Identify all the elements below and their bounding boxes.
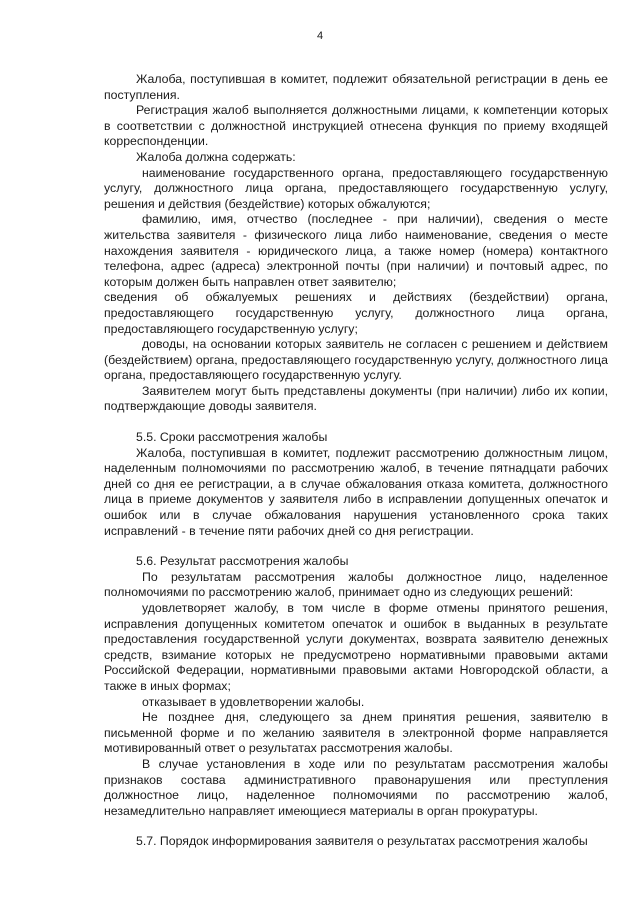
paragraph-satisfy-complaint: удовлетворяет жалобу, в том числе в форме отмены принятого решения, исправления допущенных комитетом опечаток и ошибок в выданных в результате предоставления государственной услуги документах, возврата заявителю денежных средств, взимание которых не предусмотрено нормативными правовыми актами Российской Федерации, нормативными правовыми актами Новгородской области, а также в иных формах; xyxy=(104,601,608,693)
paragraph-item-applicant-details: фамилию, имя, отчество (последнее - при наличии), сведения о месте жительства заявителя - физического лица либо наименование, сведения о месте нахождения заявителя - юридического лица, а также номер (номера) контактного телефона, адрес (адреса) электронной почты (при наличии) и почтовый адрес, по которым должен быть направлен ответ заявителю; xyxy=(104,212,608,289)
paragraph-item-organ-name: наименование государственного органа, предоставляющего государственную услугу, должностного лица органа, предоставляющего государственную услугу, решения и действия (бездействие) которых обжалуются; xyxy=(104,165,608,211)
paragraph-prosecutor-referral: В случае установления в ходе или по результатам рассмотрения жалобы признаков состава административного правонарушения или преступления должностное лицо, наделенное полномочиями по рассмотрению жалоб, незамедлительно направляет имеющиеся материалы в орган прокуратуры. xyxy=(104,756,608,818)
paragraph-registration-requirement: Жалоба, поступившая в комитет, подлежит обязательной регистрации в день ее поступления. xyxy=(104,72,608,102)
paragraph-complaint-contents-intro: Жалоба должна содержать: xyxy=(136,149,296,164)
paragraph-review-decisions: По результатам рассмотрения жалобы должностное лицо, наделенное полномочиями по рассмотрению жалоб, принимает одно из следующих решений: xyxy=(104,569,608,600)
section-5-7-heading: 5.7. Порядок информирования заявителя о результатах рассмотрения жалобы xyxy=(136,834,588,849)
page-number: 4 xyxy=(316,30,324,42)
paragraph-documents: Заявителем могут быть представлены документы (при наличии) либо их копии, подтверждающие доводы заявителя. xyxy=(104,383,608,414)
paragraph-registration-officials: Регистрация жалоб выполняется должностными лицами, к компетенции которых в соответствии с должностной инструкцией отнесена функция по приему входящей корреспонденции. xyxy=(104,103,608,149)
paragraph-item-appealed-decisions: сведения об обжалуемых решениях и действиях (бездействии) органа, предоставляющего государственную услугу, должностного лица органа, предоставляющего государственную услугу; xyxy=(104,290,608,336)
paragraph-item-arguments: доводы, на основании которых заявитель не согласен с решением и действием (бездействием) органа, предоставляющего государственную услугу, должностного лица органа, предоставляющего государственную услугу. xyxy=(104,337,608,383)
document-body xyxy=(104,72,608,850)
paragraph-review-terms: Жалоба, поступившая в комитет, подлежит рассмотрению должностным лицом, наделенным полномочиями по рассмотрению жалоб, в течение пятнадцати рабочих дней со дня ее регистрации, а в случае обжалования отказа комитета, должностного лица в приеме документов у заявителя либо в исправлении допущенных опечаток и ошибок или в случае обжалования нарушения установленного срока таких исправлений - в течение пяти рабочих дней со дня регистрации. xyxy=(104,445,608,538)
paragraph-reasoned-response: Не позднее дня, следующего за днем принятия решения, заявителю в письменной форме и по желанию заявителя в электронной форме направляется мотивированный ответ о результатах рассмотрения жалобы. xyxy=(104,710,608,756)
paragraph-refuse-complaint: отказывает в удовлетворении жалобы. xyxy=(142,694,365,709)
section-5-6-heading: 5.6. Результат рассмотрения жалобы xyxy=(136,554,349,569)
section-5-5-heading: 5.5. Сроки рассмотрения жалобы xyxy=(136,430,328,445)
